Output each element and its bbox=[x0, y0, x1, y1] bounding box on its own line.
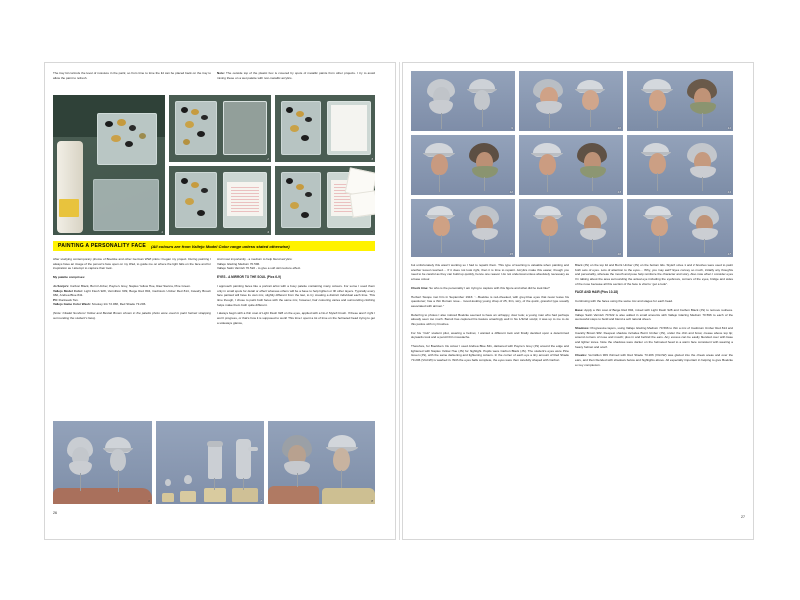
photo-15 bbox=[411, 199, 515, 257]
student-pilot-para: For his “Cub” student pilot, wearing a helmet, I wanted a different look and finally decided upon a determined skywards look and a pencil thin moustache. bbox=[411, 330, 569, 340]
face-continuing-para: Continuing with the faces using the same mix and stages for each head. bbox=[575, 299, 673, 304]
intro-column-right bbox=[217, 71, 375, 80]
palette-brand: P3: bbox=[53, 297, 58, 302]
eyes-section-heading: EYES - A MIRROR TO THE SOUL (Pics 6-9) bbox=[217, 275, 281, 280]
palette-brand: Jo Sonja's: bbox=[53, 283, 70, 288]
photo-8 bbox=[268, 421, 375, 504]
check-time-text: So who is the personality I am trying to capture with this figure and what did he look like? bbox=[428, 285, 550, 290]
palette-colours: Rucksack Tan. bbox=[57, 297, 79, 302]
photo-4-caption: 4 bbox=[267, 229, 269, 234]
photo-16-caption: 16 bbox=[617, 251, 621, 256]
para-intro: After studying contemporary photos of Boelcke and other German WWI pilots I began my project. During painting I always have an image of the person's face open on my iPad, to guide me on where the light falls on the face and for inspiration as I attempt to capture their look. bbox=[53, 257, 211, 271]
banner-title: PAINTING A PERSONALITY FACE bbox=[58, 243, 146, 249]
photo-16 bbox=[519, 199, 623, 257]
photo-9 bbox=[411, 71, 515, 131]
photo-4 bbox=[169, 166, 271, 235]
swope-quote-para: Herbert Swope met him in September 1916: “...Boelcke is red-cheeked, with grey-blue eyes that never leave his questioner; has a thin Roman nose... Good-looking young chap of 25, thin, wiry, of the quick, graceful type usually associated with airmen.” bbox=[411, 294, 569, 308]
base-lead: Base: bbox=[575, 308, 584, 313]
repaint-para: but unfortunately this wasn't working so I had to repaint them. This type of learning is valuable when painting and another lesson learned.... If it does not look right, then it is time to repaint. Acrylics make this easier, though you need to be careful as they can build up quickly, hence one reason I do not undercoat unless absolutely necessary as a base colour. bbox=[411, 263, 569, 281]
check-time-lead: Check time: bbox=[411, 285, 429, 290]
gutter-divider bbox=[399, 62, 400, 540]
photo-2-caption: 2 bbox=[267, 156, 269, 161]
photo-15-caption: 15 bbox=[509, 251, 513, 256]
left-page-column-2 bbox=[217, 257, 375, 325]
photo-1-caption: 1 bbox=[161, 229, 163, 234]
photo-13 bbox=[519, 135, 623, 195]
photo-13-caption: 13 bbox=[617, 189, 621, 194]
photo-12-caption: 12 bbox=[509, 189, 513, 194]
intro-right-text: The outside top of the plastic box is covered by spots of metallic paints from other projects. I try to avoid mixing these on a wet palette with non-metallic acrylics. bbox=[217, 71, 375, 80]
photo-9-caption: 9 bbox=[511, 125, 513, 130]
photo-7 bbox=[156, 421, 264, 504]
iris-colour-para: Therefore, for Boelcke's Iris colour I used Andrea Blue 841, darkened with Payne's Grey (JS) around the edge and lightened with Naples Yellow Hue (JS) for highlight. Pupils were Carbon Black (JS). The student's eyes were Pine Green (JS), with the same darkening and lightening colours. In the corner of each eye a tiny amount of Red Shade 73.206 (VGCW) is washed in. With the eyes balls complete, the eyes were then carefully shaped with Carbon bbox=[411, 344, 569, 362]
photo-17 bbox=[627, 199, 733, 257]
photo-14 bbox=[627, 135, 733, 195]
photo-3 bbox=[275, 95, 375, 162]
palette-note: (Note: Citadel Sunburst Yellow and Bestial Brown shown in the palette photo were used to paint helmet strapping surrounding the student's face). bbox=[53, 311, 211, 320]
photo-1 bbox=[53, 95, 165, 235]
eyes-para-2: I always begin with a thin coat of Light Flesh 928 on the eyes, applied with a No.2 StyleX brush. If these aren't right I won't progress, or that's how it is supposed to work! This time I spent a lot of time on the helmeted head trying to get a sideways glance, bbox=[217, 311, 375, 325]
eyelids-para: Black (JS) on the top lid and Burnt Umber (JS) on the bottom lids. StyleX sizes 1 and 2 brushes were used to paint both sets of eyes. Lots of attention to the eyes.... Why, you may ask? Eyes convey so much, initially any thoughts and personality, whereas the mouth and pose help reinforce the character and story. Also note when I consider eyes I'm talking about the area surrounding the actual eye including the eyebrows, corners of the eyes, bridge and sides of the nose because all this section of the face is vital to “get a look”. bbox=[575, 263, 733, 286]
palette-brand: Vallejo Model Color: bbox=[53, 288, 83, 293]
photo-17-caption: 17 bbox=[727, 251, 731, 256]
photo-6-caption: 6 bbox=[148, 498, 150, 503]
palette-colours: Light Flesh 928, Vermillion 909, Beige Red 804, Cadmium Umber Red 814, Cavalry Brown 982, Andrea Blue 841. bbox=[53, 288, 211, 298]
photo-6 bbox=[53, 421, 152, 504]
photo-2 bbox=[169, 95, 271, 162]
note-lead: Note: bbox=[217, 71, 225, 75]
photo-5 bbox=[275, 166, 375, 235]
eyes-para-1: I approach painting faces like a portrait artist with a busy palette containing many colours. For some I used them only in small spots for detail or effect whereas others will be a base to help lighten or lift other layers. Typically every face painted will have its own mix, slightly different from the last, to try creating a distinct individual each time. This time though, I chose to paint both faces with the same mix, however, hair colouring varies and surrounding clothing helps make them both quite different. bbox=[217, 284, 375, 307]
photo-12 bbox=[411, 135, 515, 195]
face-hair-section-heading: FACE AND HAIR (Pics 10-18) bbox=[575, 290, 619, 295]
intro-left-text: The tray lid controls the level of moisture in the paint; so from time to time the lid can be placed back on the tray to allow the paint to refresh. bbox=[53, 71, 211, 80]
shadows-lead: Shadows: bbox=[575, 326, 590, 331]
palette-entry bbox=[53, 302, 211, 307]
photos-reference-para: Referring to photos I also noticed Boelcke seemed to have an unhappy, dour look; a young man who had perhaps already seen too much. Benoit has captured his feature amazingly well in his 1/32nd sculpt; it was up to me to do this justice with my brushes. bbox=[411, 312, 569, 326]
medium-glazing: Vallejo Glazing Medium 70.596. bbox=[217, 261, 261, 266]
right-page-column-1 bbox=[411, 263, 569, 363]
palette-colours: Carbon Black, Burnt Umber, Payne's Grey, Naples Yellow Hue, Raw Sienna, Pine Green. bbox=[69, 283, 191, 288]
photo-5-caption: 5 bbox=[371, 229, 373, 234]
intro-column-left bbox=[53, 71, 211, 80]
palette-entry bbox=[53, 289, 211, 298]
section-banner bbox=[53, 241, 375, 251]
palette-heading: My palette comprises: bbox=[53, 275, 86, 280]
page-number-right: 27 bbox=[741, 515, 745, 519]
page-number-left: 26 bbox=[53, 511, 57, 515]
photo-7-caption: 7 bbox=[260, 498, 262, 503]
photo-11 bbox=[627, 71, 733, 131]
medium-intro: And most importantly - a medium to help blend acrylics: bbox=[217, 257, 293, 261]
cheeks-lead: Cheeks: bbox=[575, 353, 587, 358]
shadows-text: Progressive layers, using Vallejo Glazing Medium 70.596 to thin a mix of Cadmium Umber Red 814 and Cavalry Brown 982. Deepest shadow includes Burnt Umber (JS), under the chin and brow; crease above top lip; around corners of nose and mouth; plus in and behind the ears. Any excess can be easily blended over with base and lighter tones. Note the shadows were darker on the helmeted head to a warm face consistent with wearing a heavy helmet and scarf. bbox=[575, 326, 733, 349]
photo-14-caption: 14 bbox=[727, 189, 731, 194]
page-left bbox=[44, 62, 396, 540]
photo-10 bbox=[519, 71, 623, 131]
left-page-column-1 bbox=[53, 257, 211, 320]
photo-8-caption: 8 bbox=[371, 498, 373, 503]
base-text: Apply a thin coat of Beige Red 804, mixed with Light Flesh 928 and Carbon Black (JS) to remove redness. Vallejo Satin Varnish 70.522 is also added in small amounts with Vallejo Glazing Medium 70.596 to each of the successful steps to build and blend a soft natural sheen. bbox=[575, 308, 733, 322]
banner-subtitle: (All colours are from Vallejo Model Color range unless stated otherwise) bbox=[150, 243, 290, 249]
palette-colours: Smokey Ink 72.068, Red Shade 73.206. bbox=[90, 302, 147, 307]
photo-10-caption: 10 bbox=[617, 125, 621, 130]
right-page-column-2 bbox=[575, 263, 733, 367]
page-right bbox=[402, 62, 754, 540]
cheeks-text: Vermillion 909 thinned with Red Shade 73.206 (VGCW) was glazed into the cheek areas and over the ears, and then blended with shadows below and highlights above. All especially important in helping to give Boelcke a rosy complexion. bbox=[575, 353, 733, 367]
palette-brand: Vallejo Game Color Wash: bbox=[53, 302, 91, 307]
photo-11-caption: 11 bbox=[727, 125, 731, 130]
medium-varnish: Vallejo Satin Varnish 70.522 - to give a soft skin texture effect. bbox=[217, 266, 301, 271]
photo-3-caption: 3 bbox=[371, 156, 373, 161]
